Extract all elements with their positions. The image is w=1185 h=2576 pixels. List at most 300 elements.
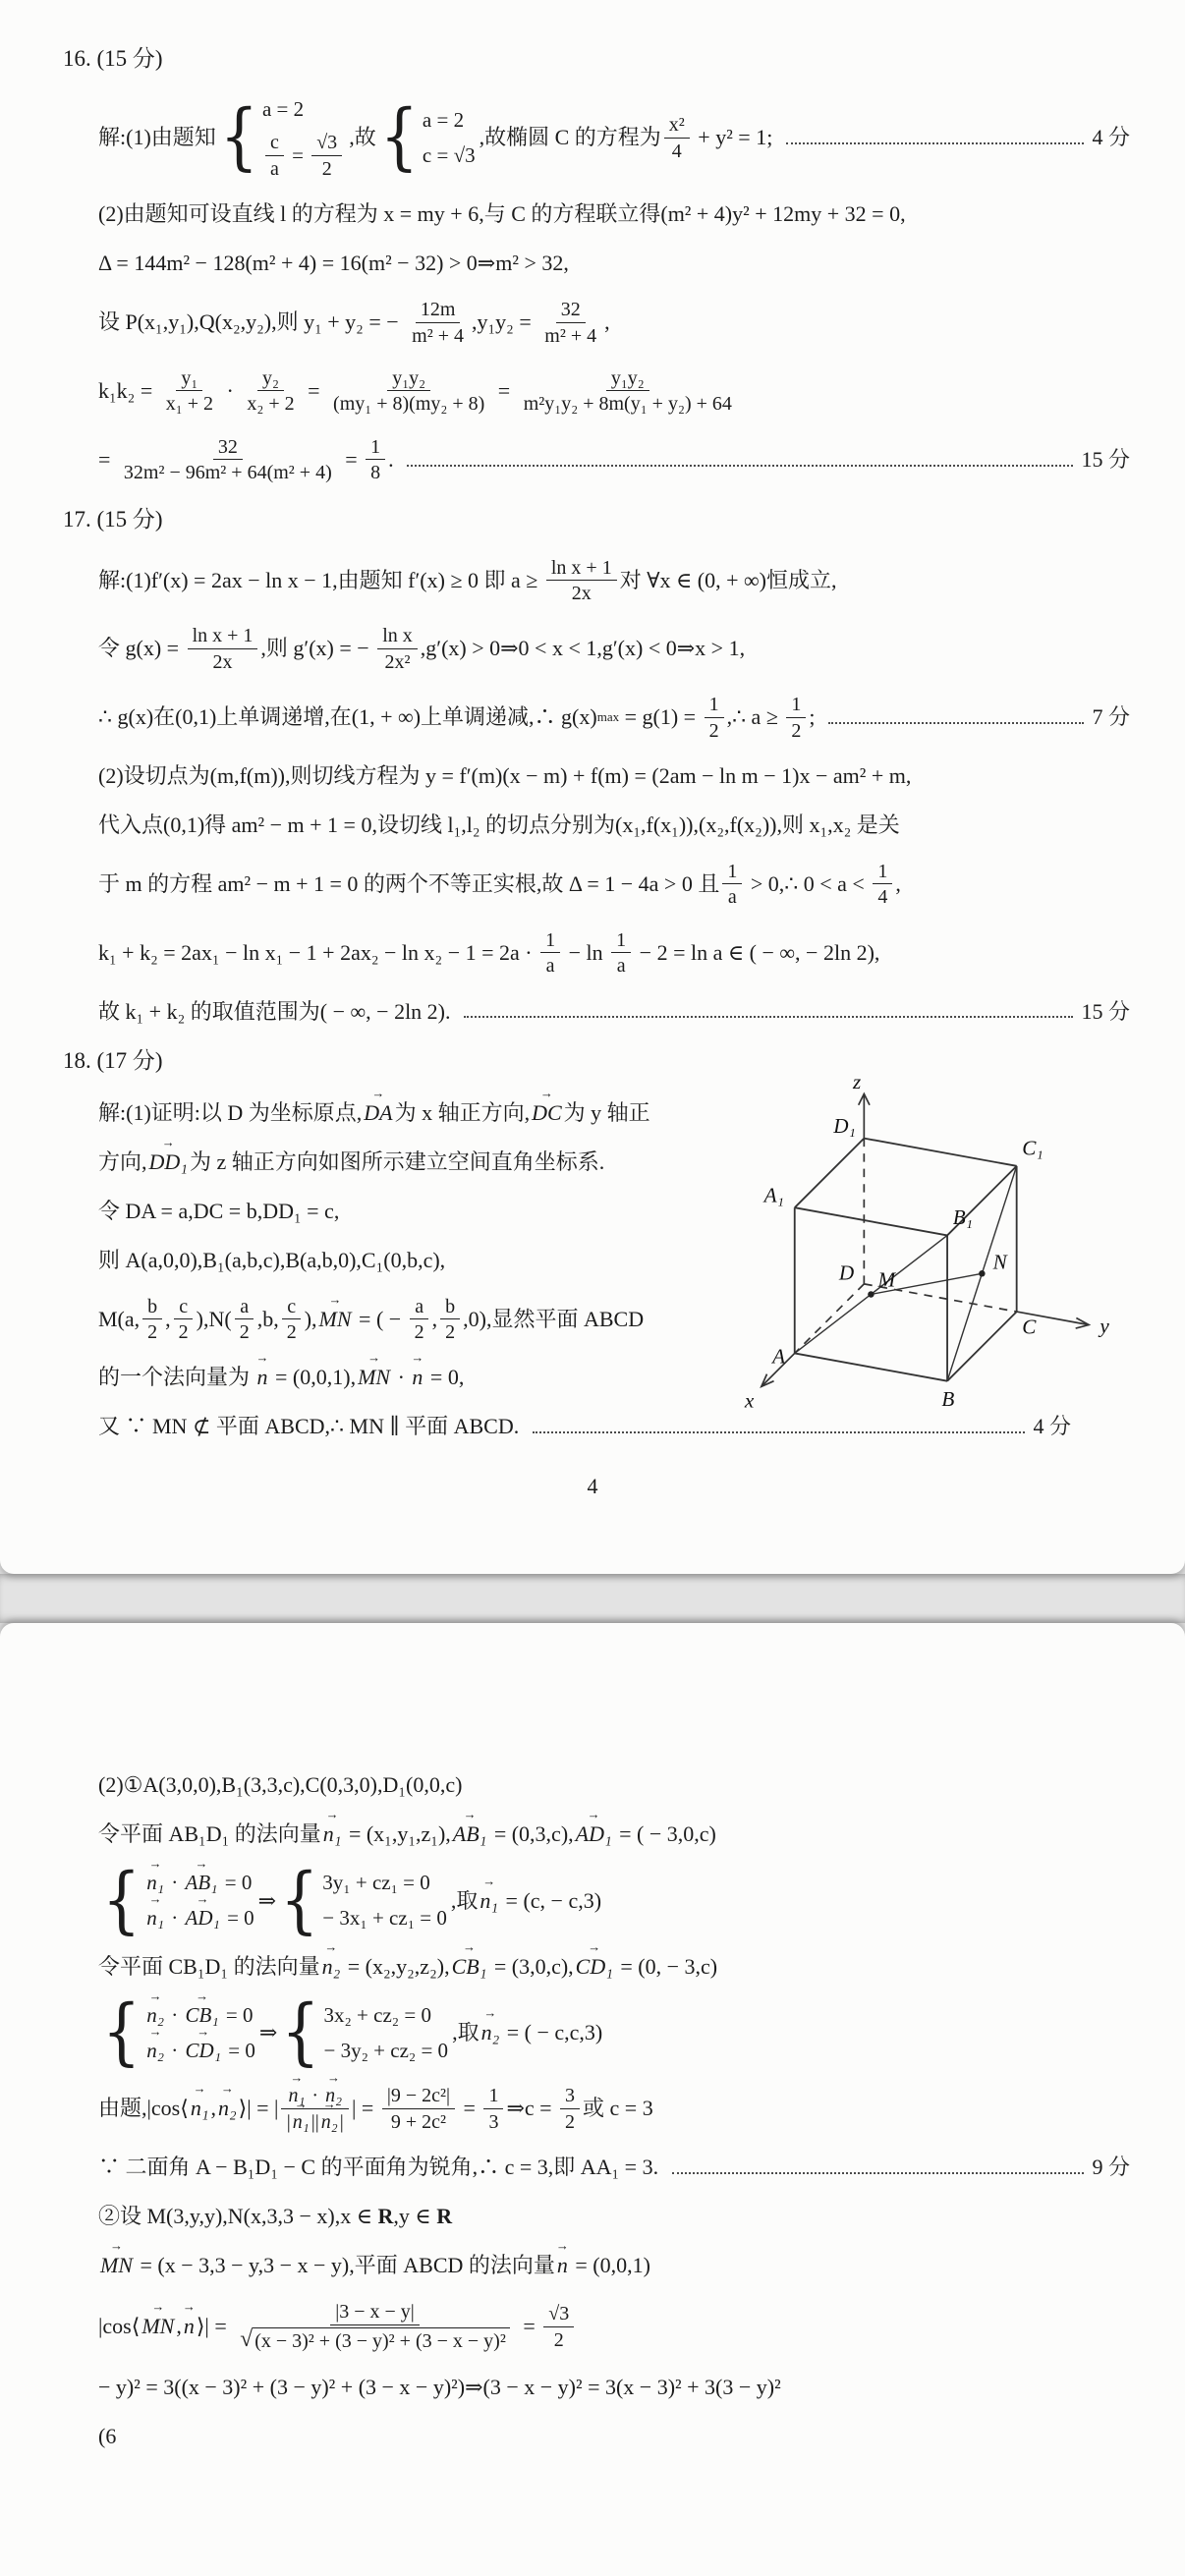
text-run: 1	[370, 435, 381, 458]
numerator	[235, 1295, 254, 1319]
text-run: 为 x 轴正方向,	[394, 1099, 531, 1125]
denominator	[386, 2109, 451, 2133]
dot-leader	[533, 1431, 1026, 1433]
text-run: 则 A(a,0,0),B₁(a,b,c),B(a,b,0),C₁(0,b,c),	[98, 1247, 446, 1272]
numerator	[176, 366, 202, 391]
numerator	[664, 113, 690, 138]
text-run: |	[339, 2110, 344, 2133]
fraction	[328, 366, 489, 416]
text-run: ⟩| =	[196, 2314, 233, 2339]
page-number: 4	[587, 1474, 598, 1498]
text-run: 2	[553, 2328, 564, 2351]
text-line	[98, 693, 1130, 742]
text-run: 8	[370, 462, 381, 484]
brace-glyph: {	[281, 1988, 320, 2075]
figure-label-M: M	[877, 1267, 896, 1292]
score-label: 7 分	[1092, 704, 1130, 730]
page-2-content	[0, 1623, 1185, 2451]
text-run: c	[269, 132, 279, 154]
vector: → CB₁	[184, 2001, 221, 2029]
text-run: |cos⟨	[98, 2314, 141, 2339]
text-run: − ln	[563, 939, 609, 965]
text-run: 对 ∀x ∈ (0, + ∞)恒成立,	[619, 567, 837, 592]
text-run: a = 2	[422, 107, 465, 132]
text-line	[98, 2422, 1130, 2451]
vector: → CD₁	[574, 1952, 615, 1982]
numerator	[330, 2300, 420, 2324]
text-line	[98, 811, 1130, 840]
text-run: ),	[304, 1306, 317, 1331]
fraction	[235, 2300, 515, 2353]
text-run: (x − 3)² + (3 − y)² + (3 − x − y)²	[254, 2330, 506, 2353]
fraction	[560, 2084, 580, 2133]
numerator	[722, 860, 742, 884]
text-run: a	[545, 955, 555, 978]
vector: → AB₁	[451, 1820, 489, 1849]
text-line	[98, 2373, 1130, 2402]
text-line	[98, 996, 1130, 1026]
text-run: 2	[178, 1320, 189, 1343]
text-run: |	[286, 2110, 291, 2133]
text-run: = (c, − c,3)	[500, 1887, 602, 1913]
text-run: |9 − 2c²|	[386, 2085, 451, 2107]
radicand	[253, 2327, 510, 2352]
fraction	[705, 693, 724, 742]
text-run: 令 DA = a,DC = b,DD₁ = c,	[98, 1198, 340, 1223]
figure-label-y: y	[1100, 1314, 1109, 1338]
square-root	[240, 2327, 510, 2353]
text-run: = (0,0,1),	[269, 1365, 357, 1390]
text-run: 3	[488, 2110, 499, 2133]
numerator	[540, 928, 560, 953]
text-run: y₂	[261, 366, 279, 389]
denominator	[161, 391, 218, 415]
text-run: 故 k₁ + k₂ 的取值范围为( − ∞, − 2ln 2).	[98, 998, 457, 1024]
fraction	[282, 1295, 302, 1344]
numerator	[483, 2084, 503, 2108]
text-run: = (x₂,y₂,z₂),	[342, 1953, 450, 1979]
text-run: ;	[809, 704, 821, 730]
radical-sign: √	[240, 2325, 254, 2352]
text-run: ),N(	[196, 1306, 232, 1331]
cases-system	[102, 1988, 255, 2075]
fraction	[174, 1295, 194, 1344]
numerator	[366, 435, 385, 460]
numerator	[387, 366, 430, 391]
text-line	[98, 860, 1130, 909]
text-run: ·	[166, 2039, 184, 2063]
text-run: (my₁ + 8)(my₂ + 8)	[333, 393, 485, 416]
bold-symbol: R	[436, 2204, 453, 2229]
numerator	[611, 928, 631, 953]
fraction	[142, 1295, 162, 1344]
score-label: 4 分	[1033, 1414, 1071, 1439]
numerator	[440, 1295, 460, 1319]
figure-label-B1: B₁	[952, 1205, 973, 1230]
text-run: ②设 M(3,y,y),N(x,3,3 − x),x ∈	[98, 2204, 378, 2229]
vector: → n	[555, 2251, 570, 2280]
text-run: = 0	[223, 2039, 255, 2063]
cuboid-coordinate-figure	[739, 1069, 1142, 1416]
fraction	[722, 860, 742, 909]
text-run: = (x₁,y₁,z₁),	[343, 1821, 451, 1847]
cases-line	[323, 2001, 430, 2029]
cases-column	[144, 2001, 255, 2065]
cases-line	[423, 141, 476, 169]
vector: → CB₁	[450, 1952, 489, 1982]
text-line	[98, 1412, 1071, 1441]
text-run: − 2 = ln a ∈ ( − ∞, − 2ln 2),	[634, 939, 880, 965]
text-run: Δ = 144m² − 128(m² + 4) = 16(m² − 32) > 0⇒m² > 32,	[98, 251, 569, 276]
text-run: y₁y₂	[392, 366, 426, 389]
text-run: ln x + 1	[550, 556, 612, 579]
text-run: 2	[321, 157, 332, 180]
text-run: 9 + 2c²	[390, 2110, 446, 2133]
text-run: ·	[166, 1906, 184, 1931]
text-run: 32	[217, 435, 238, 458]
numerator	[606, 366, 649, 391]
denominator	[174, 1319, 194, 1343]
cases-system	[281, 1988, 449, 2075]
text-line	[98, 1770, 1130, 1800]
text-run: 令 g(x) =	[98, 636, 185, 661]
cases-line	[323, 2037, 448, 2064]
vector: → MN	[317, 1305, 354, 1334]
fraction	[366, 435, 385, 484]
text-run: ,y ∈	[393, 2204, 437, 2229]
text-line	[98, 366, 1130, 416]
vector: → n₂	[216, 2094, 239, 2123]
text-run: 令平面 AB₁D₁ 的法向量	[98, 1821, 321, 1847]
text-run: =	[286, 143, 310, 168]
text-run: y₁y₂	[610, 366, 645, 389]
text-run: ,	[176, 2314, 182, 2339]
vector: → n₁	[189, 2094, 211, 2123]
text-run: 2	[414, 1320, 424, 1343]
text-run: 的一个法向量为	[98, 1365, 255, 1390]
brace-glyph: {	[379, 93, 419, 180]
brace-glyph: {	[219, 93, 258, 180]
numerator	[174, 1295, 193, 1319]
fraction	[119, 435, 337, 484]
text-run: − 3y₂ + cz₂ = 0	[323, 2039, 449, 2063]
vector: → DA	[362, 1098, 394, 1128]
cases-column	[323, 2001, 448, 2065]
numerator	[142, 1295, 162, 1319]
denominator	[366, 460, 385, 483]
text-run: ,故椭圆 C 的方程为	[479, 125, 661, 150]
text-run: m² + 4	[544, 324, 597, 347]
denominator	[567, 581, 596, 604]
bold-symbol: R	[377, 2204, 394, 2229]
dot-leader	[786, 142, 1085, 144]
text-run: (2)①A(3,0,0),B₁(3,3,c),C(0,3,0),D₁(0,0,c)	[98, 1772, 463, 1798]
text-run: ln x + 1	[192, 625, 254, 647]
text-run: ⇒	[257, 1887, 277, 1913]
text-line	[98, 1988, 1130, 2075]
figure-labels	[744, 1070, 1109, 1413]
text-line	[98, 2202, 1130, 2231]
text-run: = (3,0,c),	[488, 1953, 574, 1979]
score-label: 4 分	[1092, 125, 1130, 150]
text-run: 2x²	[384, 650, 411, 673]
numerator	[410, 1295, 428, 1319]
text-line	[98, 1857, 1130, 1942]
vector: → n₁	[478, 1886, 500, 1916]
figure-label-N: N	[992, 1250, 1007, 1274]
numerator	[560, 2084, 580, 2108]
text-run: 1	[616, 928, 627, 951]
text-run: ·	[307, 2085, 324, 2107]
fraction	[786, 693, 806, 742]
denominator	[560, 2109, 580, 2133]
cases-line	[322, 1904, 447, 1932]
text-run: ∵ 二面角 A − B₁D₁ − C 的平面角为锐角,∴ c = 3,即 AA₁ = 3.	[98, 2155, 664, 2180]
fraction	[611, 928, 631, 978]
text-run: 方向,	[98, 1148, 147, 1174]
denominator	[235, 2325, 515, 2353]
text-line	[98, 556, 1130, 605]
text-run: 解:(1)f′(x) = 2ax − ln x − 1,由题知 f′(x) ≥ 0 即 a ≥	[98, 567, 543, 592]
figure-label-C: C	[1022, 1315, 1037, 1339]
cases-system	[379, 93, 476, 180]
text-line	[98, 1952, 1130, 1982]
denominator	[282, 1319, 302, 1343]
text-run: 为 z 轴正方向如图所示建立空间直角坐标系.	[189, 1148, 605, 1174]
text-run: x²	[668, 114, 685, 137]
text-run: x₂ + 2	[247, 393, 295, 416]
cases-column	[262, 95, 345, 180]
text-run: a = 2	[261, 97, 305, 122]
text-run: =	[458, 2096, 481, 2121]
figure-label-z: z	[853, 1069, 862, 1093]
numerator	[265, 131, 284, 155]
text-run: ·	[166, 2002, 184, 2027]
text-run: ,则 g′(x) = −	[260, 636, 375, 661]
numerator	[543, 2302, 574, 2326]
fraction	[188, 624, 258, 673]
denominator	[612, 953, 631, 977]
text-run: 于 m 的方程 am² − m + 1 = 0 的两个不等正实根,故 Δ = 1 − 4a > 0 且	[98, 870, 720, 896]
text-run: 由题,|cos⟨	[98, 2096, 189, 2121]
fraction	[539, 298, 601, 347]
text-run: 解:(1)证明:以 D 为坐标原点,	[98, 1099, 363, 1125]
numerator	[382, 2084, 455, 2108]
vector: → AD₁	[574, 1820, 614, 1849]
figure-label-C1: C₁	[1022, 1136, 1044, 1160]
text-line	[98, 298, 1130, 347]
cases-system	[220, 95, 345, 180]
figure-label-D: D	[838, 1260, 855, 1285]
text-run: = 0	[220, 2002, 254, 2027]
problem-16-heading: 16. (15 分)	[63, 46, 163, 71]
denominator	[328, 391, 489, 415]
fraction	[161, 366, 218, 416]
denominator	[379, 649, 415, 673]
text-run: ⇒	[258, 2020, 278, 2045]
vector: → n₁	[144, 1904, 166, 1932]
text-run: M(a,	[98, 1306, 141, 1331]
dot-leader	[672, 2172, 1085, 2174]
text-run: ||	[310, 2110, 319, 2133]
vector: → MN	[356, 1363, 392, 1392]
text-run: 为 y 轴正	[563, 1099, 650, 1125]
cases-line	[423, 106, 464, 134]
text-run: ,g′(x) > 0⇒0 < x < 1,g′(x) < 0⇒x > 1,	[420, 636, 746, 661]
fraction	[407, 298, 469, 347]
text-line	[98, 95, 1130, 180]
cases-line	[322, 1869, 429, 1896]
fraction	[664, 113, 690, 162]
text-run: m² + 4	[412, 324, 465, 347]
denominator	[519, 391, 737, 415]
text-run: c = √3	[422, 143, 476, 168]
text-run: ·	[392, 1365, 411, 1390]
fraction	[311, 131, 342, 180]
score-label: 15 分	[1081, 998, 1130, 1024]
text-run: = (0,0,1)	[569, 2253, 650, 2278]
denominator	[539, 323, 601, 347]
score-label: 15 分	[1081, 446, 1130, 472]
text-line	[98, 199, 1130, 229]
denominator	[483, 2109, 503, 2133]
text-run: a	[415, 1295, 424, 1317]
denominator	[440, 1319, 460, 1343]
text-run: y₁	[181, 366, 198, 389]
numerator	[282, 1295, 301, 1319]
text-run: = ( − c,c,3)	[501, 2020, 603, 2045]
numerator	[556, 298, 586, 322]
text-run: k₁ + k₂ = 2ax₁ − ln x₁ − 1 + 2ax₂ − ln x₂ − 1 = 2a ·	[98, 939, 538, 965]
text-run: a	[240, 1295, 250, 1317]
text-run: ·	[166, 1871, 184, 1894]
text-run: ·	[221, 378, 240, 403]
vector: → AD₁	[184, 1904, 222, 1932]
denominator	[667, 139, 687, 162]
text-line	[98, 624, 1130, 673]
cuboid-edges	[795, 1139, 1017, 1381]
text-run: 1	[708, 694, 719, 716]
vector: → DD₁	[147, 1148, 190, 1177]
text-run: ,取	[450, 1887, 479, 1913]
text-run: 3x₂ + cz₂ = 0	[323, 2002, 431, 2027]
vector: → n₁	[321, 1820, 344, 1849]
text-line	[98, 2153, 1130, 2182]
text-run: =	[517, 2314, 541, 2339]
fraction	[519, 366, 737, 416]
denominator	[235, 1319, 254, 1343]
numerator	[188, 624, 258, 648]
fraction	[440, 1295, 460, 1344]
vector: → n₁	[286, 2085, 307, 2106]
brace-glyph: {	[102, 1988, 141, 2075]
text-run: ,	[604, 309, 610, 335]
text-run: =	[339, 446, 364, 472]
text-run: 3	[565, 2085, 576, 2107]
vector: → n₁	[291, 2111, 311, 2133]
text-run: + y² = 1;	[692, 125, 778, 150]
text-run: 2	[708, 719, 719, 742]
denominator	[282, 2109, 349, 2133]
text-line	[98, 2251, 1130, 2280]
text-run: − y)² = 3((x − 3)² + (3 − y)² + (3 − x − y)²)⇒(3 − x − y)² = 3(x − 3)² + 3(3 − y)²	[98, 2375, 781, 2400]
text-run: ,0),显然平面 ABCD	[463, 1306, 645, 1331]
text-run: ln x	[382, 625, 413, 647]
text-run: √3	[548, 2303, 570, 2325]
vector: → n₂	[144, 2001, 166, 2029]
text-run: ⇒c =	[506, 2096, 558, 2121]
subscript: max	[596, 709, 620, 725]
text-line	[98, 2300, 1130, 2353]
denominator	[242, 391, 299, 415]
answer-page-2	[0, 1623, 1185, 2576]
text-run: 2x	[571, 582, 592, 604]
cases-column	[144, 1869, 254, 1932]
text-run: 代入点(0,1)得 am² − m + 1 = 0,设切线 l₁,l₂ 的切点分别为(x₁,f(x₁)),(x₂,f(x₂)),则 x₁,x₂ 是关	[98, 812, 900, 838]
vector: → n	[410, 1363, 424, 1392]
text-run: ,	[210, 2096, 216, 2121]
cases-line	[262, 95, 304, 123]
text-run: > 0,∴ 0 < a <	[745, 870, 871, 896]
text-run: = 0	[221, 1906, 254, 1931]
denominator	[119, 460, 337, 483]
text-run: ,	[895, 870, 901, 896]
numerator	[257, 366, 284, 391]
numerator	[311, 131, 342, 155]
denominator	[873, 884, 892, 908]
fraction	[873, 860, 892, 909]
fraction	[483, 2084, 503, 2133]
fraction	[265, 131, 284, 180]
figure-label-x: x	[744, 1388, 755, 1413]
figure-label-B: B	[941, 1387, 955, 1412]
dot-leader	[828, 722, 1084, 724]
text-line	[98, 928, 1130, 978]
numerator	[873, 860, 892, 884]
text-run: = (x − 3,3 − y,3 − x − y),平面 ABCD 的法向量	[135, 2253, 555, 2278]
figure-label-A: A	[772, 1344, 786, 1369]
text-run: 4	[877, 886, 888, 909]
vector: → n₂	[144, 2037, 166, 2064]
brace-glyph: {	[280, 1857, 319, 1942]
text-run: 2	[286, 1320, 297, 1343]
text-run: c	[179, 1295, 189, 1317]
text-run: 32	[560, 299, 581, 321]
numerator	[281, 2084, 349, 2108]
text-run: = ( − 3,0,c)	[613, 1821, 716, 1847]
text-run: 1	[545, 928, 556, 951]
numerator	[705, 693, 724, 717]
text-run: x₁ + 2	[165, 393, 214, 416]
fraction	[382, 2084, 455, 2133]
fraction	[410, 1295, 429, 1344]
vector: → AB₁	[184, 1869, 220, 1896]
problem-18-heading: 18. (17 分)	[63, 1048, 163, 1074]
cases-line	[144, 1904, 254, 1932]
text-run: 4	[671, 140, 682, 162]
text-run: ⟩| = |	[238, 2096, 279, 2121]
text-run: |3 − x − y|	[335, 2301, 415, 2324]
cases-system	[280, 1857, 447, 1942]
denominator	[549, 2327, 569, 2351]
text-run: 2	[239, 1320, 250, 1343]
denominator	[705, 718, 724, 742]
text-run: = (0,3,c),	[488, 1821, 574, 1847]
fraction	[235, 1295, 254, 1344]
text-run: ,y₁y₂ =	[472, 309, 537, 335]
cases-column	[423, 106, 476, 170]
text-run: | =	[352, 2096, 379, 2121]
